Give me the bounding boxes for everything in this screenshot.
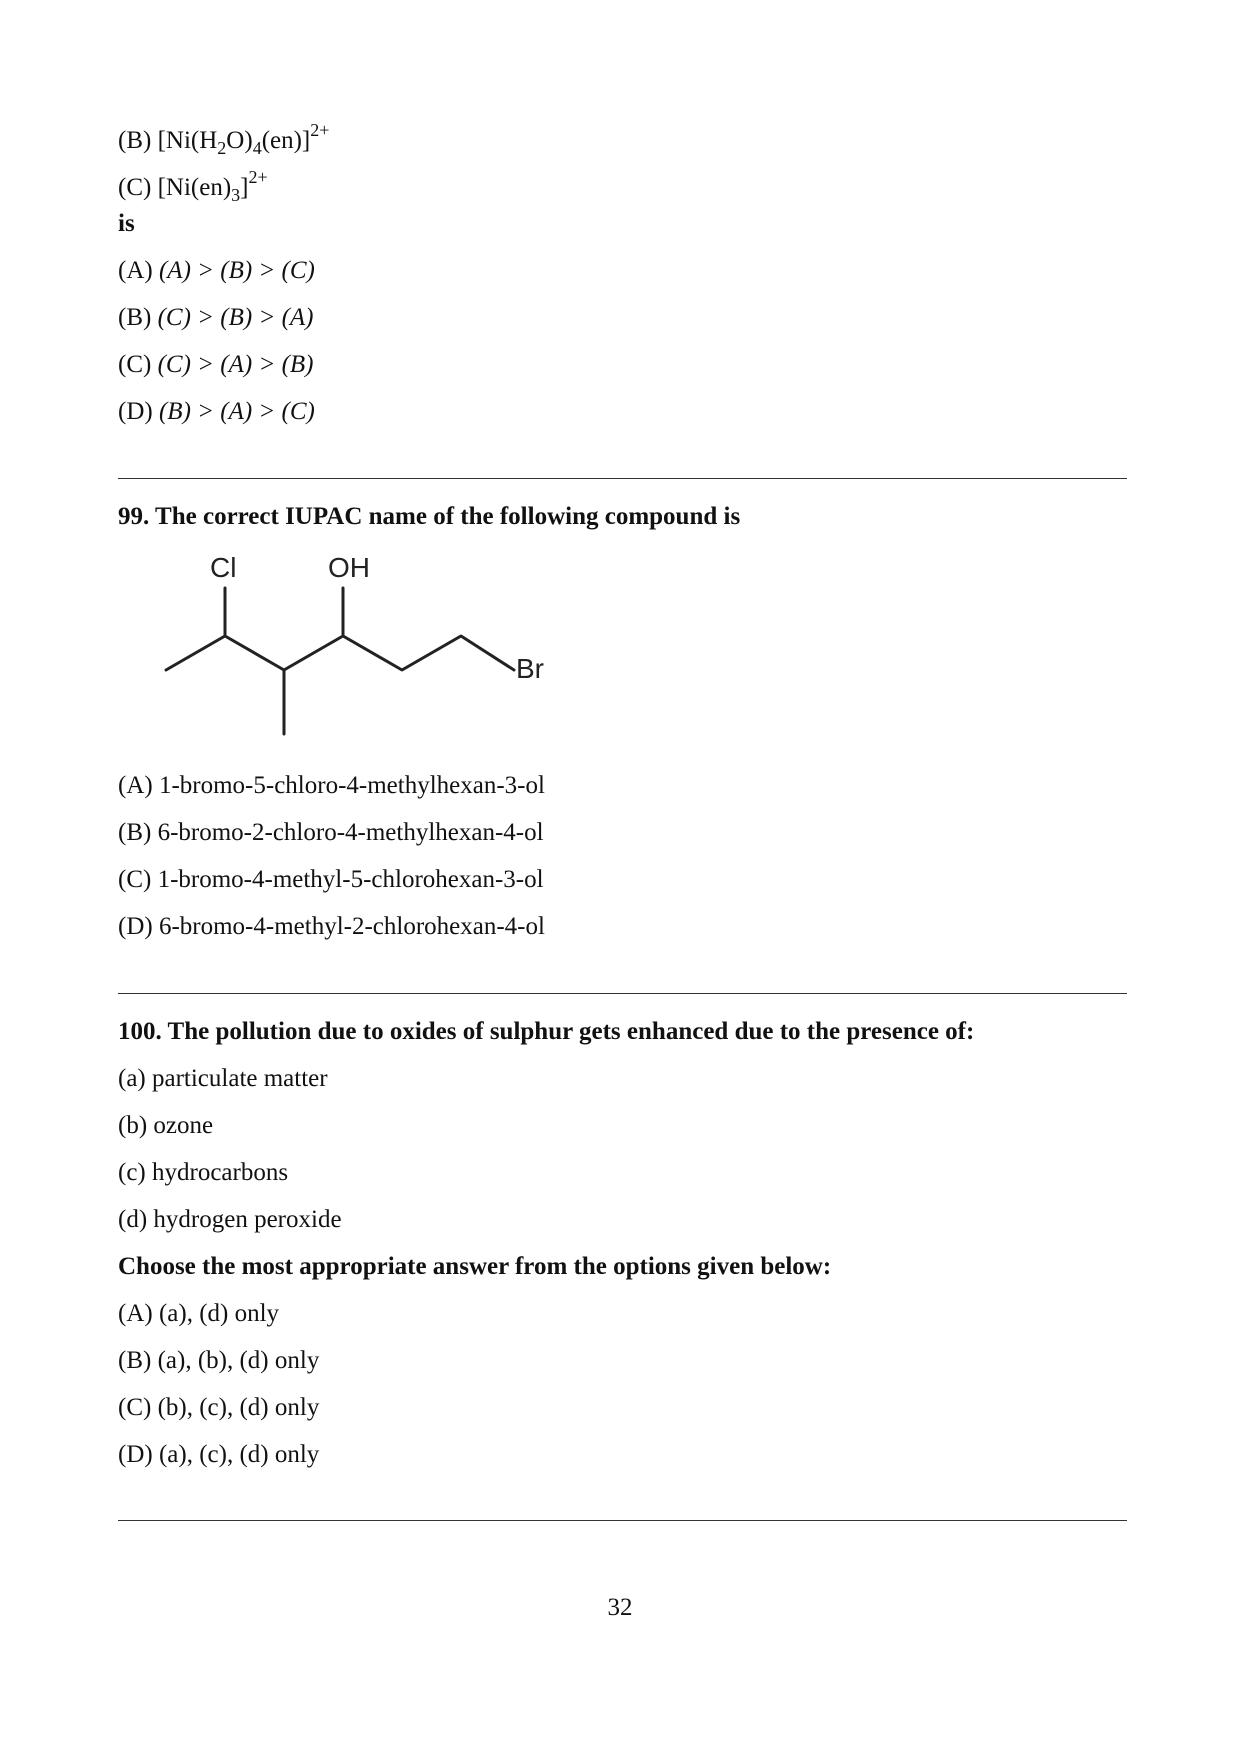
q100-option-d[interactable]: (D) (a), (c), (d) only [118,1441,320,1468]
q100-option-c[interactable]: (C) (b), (c), (d) only [118,1394,320,1421]
q99-question: 99. The correct IUPAC name of the following compound is [118,503,741,530]
q99-option-d[interactable]: (D) 6-bromo-4-methyl-2-chlorohexan-4-ol [118,913,545,940]
q100-option-a[interactable]: (A) (a), (d) only [118,1300,280,1327]
q100-item-b: (b) ozone [118,1112,214,1139]
bromine-label: Br [516,653,544,684]
q100-item-c: (c) hydrocarbons [118,1159,289,1186]
q98-complex-c: (C) $[Ni(en)_3]^{2+}$ [118,167,268,205]
q99-option-c[interactable]: (C) 1-bromo-4-methyl-5-chlorohexan-3-ol [118,866,544,893]
page-number: 32 [607,1594,633,1621]
q98-answer-a[interactable]: (A) (A) > (B) > (C) [118,257,315,284]
q98-is-label: is [118,210,135,237]
q99-chemical-structure [150,548,570,748]
q100-instruction: Choose the most appropriate answer from the options given below: [118,1253,832,1280]
q100-option-b[interactable]: (B) (a), (b), (d) only [118,1347,320,1374]
divider-1 [118,478,1127,479]
q99-option-a[interactable]: (A) 1-bromo-5-chloro-4-methylhexan-3-ol [118,772,545,799]
hydroxyl-label: OH [328,552,370,583]
chlorine-label: Cl [210,552,237,583]
q98-answer-b[interactable]: (B) (C) > (B) > (A) [118,304,314,331]
q98-answer-d[interactable]: (D) (B) > (A) > (C) [118,398,315,425]
skeletal-bonds [166,588,514,734]
q98-answer-c[interactable]: (C) (C) > (A) > (B) [118,351,314,378]
q99-option-b[interactable]: (B) 6-bromo-2-chloro-4-methylhexan-4-ol [118,819,544,846]
q98-complex-b: (B) $[Ni(H_2O)_4(en)]^{2+}$ [118,120,330,158]
q100-question: 100. The pollution due to oxides of sulphur gets enhanced due to the presence of: [118,1018,975,1045]
q100-item-d: (d) hydrogen peroxide [118,1206,342,1233]
q100-item-a: (a) particulate matter [118,1065,328,1092]
divider-3 [118,1520,1127,1521]
divider-2 [118,993,1127,994]
